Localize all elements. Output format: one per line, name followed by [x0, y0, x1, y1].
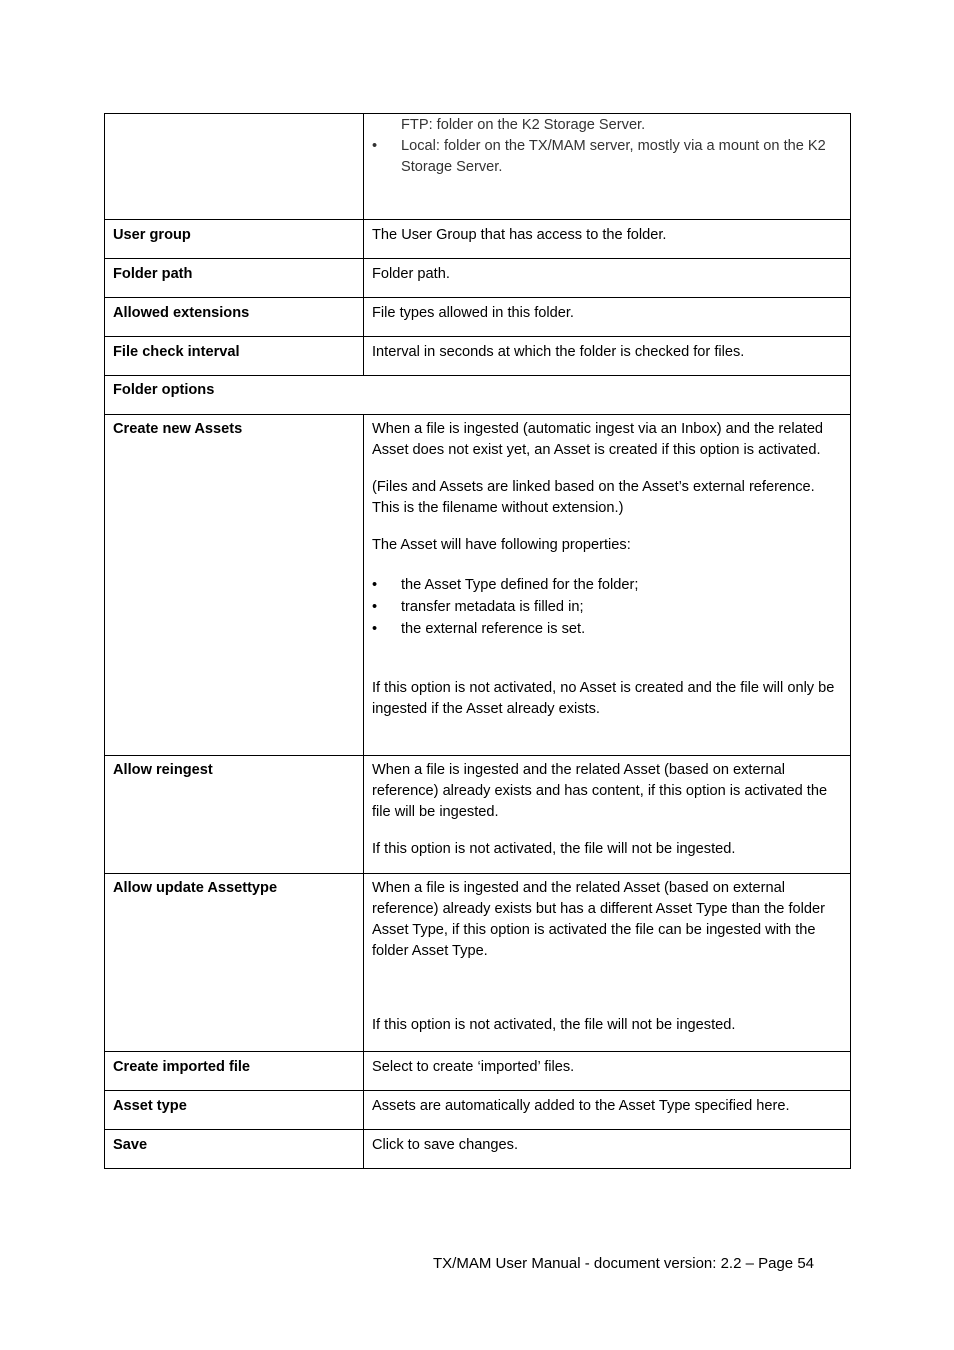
list-item: FTP: folder on the K2 Storage Server.	[401, 117, 646, 133]
row-label: Allow update Assettype	[105, 874, 364, 1052]
row-label: Asset type	[105, 1091, 364, 1130]
table-row	[105, 415, 851, 756]
row-description	[364, 415, 851, 756]
table-row	[105, 1130, 851, 1169]
paragraph: If this option is not activated, no Asset is created and the file will only be ingested if the Asset already exists.	[372, 680, 835, 717]
bullet-list	[372, 574, 842, 640]
table-row	[105, 298, 851, 337]
row-description	[364, 756, 851, 874]
paragraph: When a file is ingested and the related Asset (based on external reference) already exists and has content, if this option is activated the file will be ingested.	[372, 762, 828, 820]
row-description: The User Group that has access to the folder.	[364, 220, 851, 259]
list-item: • transfer metadata is filled in;	[372, 596, 842, 618]
table-row	[105, 1091, 851, 1130]
page-footer: TX/MAM User Manual - document version: 2.2 – Page 54	[433, 1255, 815, 1272]
list-item: • the external reference is set.	[372, 618, 842, 640]
list-item: • the Asset Type defined for the folder;	[372, 574, 842, 596]
table-cell-empty	[105, 114, 364, 220]
paragraph: If this option is not activated, the file will not be ingested.	[372, 1017, 736, 1033]
row-label: File check interval	[105, 337, 364, 376]
paragraph: When a file is ingested and the related Asset (based on external reference) already exists but has a different Asset Type than the folder Asset Type, if this option is activated the file can be ingested with the folder Asset Type.	[372, 880, 825, 959]
table-cell	[364, 114, 851, 220]
bullet-list	[372, 115, 842, 178]
table-row	[105, 220, 851, 259]
row-description: Assets are automatically added to the Asset Type specified here.	[364, 1091, 851, 1130]
paragraph: If this option is not activated, the file will not be ingested.	[372, 841, 736, 857]
table-row	[105, 1052, 851, 1091]
row-label: Create imported file	[105, 1052, 364, 1091]
row-label: Create new Assets	[105, 415, 364, 756]
row-description: Select to create ‘imported’ files.	[364, 1052, 851, 1091]
row-description: File types allowed in this folder.	[364, 298, 851, 337]
row-label: User group	[105, 220, 364, 259]
table-row	[105, 259, 851, 298]
row-label: Folder path	[105, 259, 364, 298]
list-item: • Local: folder on the TX/MAM server, mostly via a mount on the K2 Storage Server.	[372, 136, 842, 178]
table-row	[105, 874, 851, 1052]
paragraph: (Files and Assets are linked based on the Asset’s external reference. This is the filename without extension.)	[372, 479, 815, 516]
table-row	[105, 376, 851, 415]
table-row	[105, 114, 851, 220]
table-row	[105, 756, 851, 874]
row-label: Allowed extensions	[105, 298, 364, 337]
row-description: Interval in seconds at which the folder is checked for files.	[364, 337, 851, 376]
row-label: Save	[105, 1130, 364, 1169]
paragraph: The Asset will have following properties:	[372, 537, 631, 553]
row-description: Folder path.	[364, 259, 851, 298]
row-description	[364, 874, 851, 1052]
settings-table	[104, 113, 851, 1169]
row-label: Allow reingest	[105, 756, 364, 874]
paragraph: When a file is ingested (automatic ingest via an Inbox) and the related Asset does not exist yet, an Asset is created if this option is activated.	[372, 421, 824, 458]
table-row	[105, 337, 851, 376]
section-heading: Folder options	[105, 376, 851, 415]
row-description: Click to save changes.	[364, 1130, 851, 1169]
